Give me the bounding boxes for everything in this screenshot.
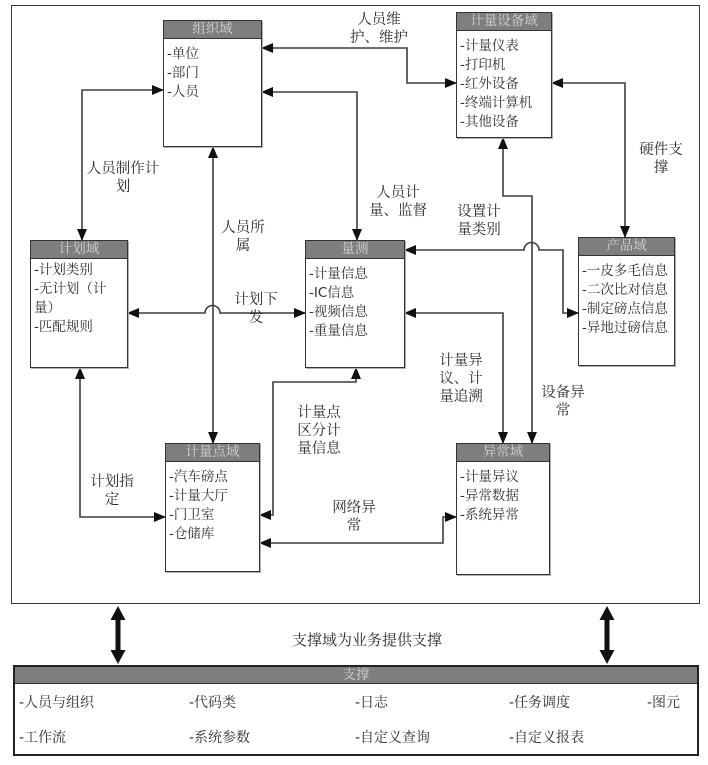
list-item: -系统异常 [460,507,519,523]
list-item: -人员 [167,84,199,100]
support-column [19,683,94,746]
support-column [509,683,584,746]
list-item: -日志 [355,695,389,711]
label-network-exception [331,499,377,535]
label-line: 计划指 [90,474,134,490]
list-item: -无计划（计量） [34,281,107,316]
connector-set-measure-category [405,243,578,313]
box-measurement [305,240,405,368]
connector-device-exception [503,138,532,443]
list-item: -自定义查询 [355,730,431,746]
label-line: 定 [104,492,120,508]
label-line: 硬件支 [639,142,683,158]
support-link-arrow-right [600,606,615,664]
label-line: 人员计 [376,185,420,201]
list-item: -终端计算机 [460,95,533,111]
list-item: -IC信息 [309,285,355,301]
box-metering-point-domain [165,443,260,572]
label-personnel-measure-supervise [364,184,432,220]
list-item: -仓储库 [169,526,215,542]
list-item: -打印机 [460,57,506,73]
label-line: 量追溯 [439,389,483,405]
label-device-exception [540,384,586,420]
label-line: 人员维 [357,12,401,28]
list-item: -异常数据 [460,488,519,504]
label-line: 人员所 [221,220,265,236]
label-line: 划 [115,179,131,195]
label-line: 议、计 [439,371,483,387]
list-item: -系统参数 [189,730,251,746]
label-personnel-affiliation [220,219,266,255]
label-line: 区分计 [297,423,341,439]
label-measure-dispute-trace [438,352,484,406]
connector-personnel-measure-supervise [262,92,357,240]
list-item: -计量大厅 [169,488,228,504]
label-line: 计划下 [234,292,278,308]
label-line: 量、监督 [369,203,427,219]
label-point-distinguish-info [296,404,342,458]
list-item: -人员与组织 [19,695,95,711]
box-support [13,665,699,756]
list-item: -单位 [167,46,199,62]
list-item: -制定磅点信息 [582,301,668,317]
list-item: -工作流 [19,730,67,746]
list-item: -计量信息 [309,266,368,282]
box-support-title: 支撑 [15,667,697,684]
label-line: 发 [248,310,264,326]
box-organization-domain-title: 组织域 [164,21,261,39]
label-personnel-maintenance [345,11,413,47]
box-plan-domain [30,240,128,368]
list-item: -其他设备 [460,114,519,130]
box-metering-device-domain [456,12,552,138]
label-set-measure-category [456,203,502,239]
list-item: -计划类别 [34,262,93,278]
label-line: 设备异 [541,385,585,401]
list-item: -红外设备 [460,76,519,92]
list-item: -一皮多毛信息 [582,263,668,279]
list-item: -自定义报表 [509,730,585,746]
list-item: -计量仪表 [460,38,519,54]
list-item: -二次比对信息 [582,282,668,298]
support-link-arrow-left [111,606,126,664]
support-column [647,683,680,711]
box-plan-domain-title: 计划域 [31,241,127,259]
list-item: -异地过磅信息 [582,320,668,336]
list-item: -视频信息 [309,304,368,320]
label-plan-dispatch [233,291,279,327]
list-item: -门卫室 [169,507,215,523]
list-item: -任务调度 [509,695,571,711]
box-measurement-title: 量测 [306,241,404,259]
list-item: -重量信息 [309,323,368,339]
label-line: 计量异 [439,353,483,369]
list-item: -匹配规则 [34,319,93,335]
label-line: 设置计 [457,204,501,220]
label-line: 网络异 [332,500,376,516]
box-product-domain [578,237,675,366]
label-line: 常 [555,403,571,419]
box-exception-domain [456,443,550,575]
label-line: 量信息 [297,441,341,457]
label-line: 人员制作计 [86,161,160,177]
list-item: -计量异议 [460,469,519,485]
connector-hardware-support [552,83,625,237]
label-line: 属 [235,238,251,254]
list-item: -图元 [647,695,681,711]
support-caption: 支撑域为业务提供支撑 [292,631,443,649]
support-column [355,683,430,746]
box-metering-point-domain-title: 计量点域 [166,444,259,462]
label-plan-assign [89,473,135,509]
label-hardware-support [633,141,689,177]
label-line: 撑 [653,160,669,176]
box-product-domain-title: 产品域 [579,238,674,256]
list-item: -代码类 [189,695,237,711]
box-organization-domain [163,20,262,147]
label-line: 护、维护 [350,30,408,46]
connector-personnel-maintenance [262,48,456,83]
box-metering-device-domain-title: 计量设备域 [457,13,551,31]
label-personnel-create-plan [85,160,161,196]
support-column [189,683,250,746]
label-line: 量类别 [457,222,501,238]
label-line: 常 [346,518,362,534]
list-item: -汽车磅点 [169,469,228,485]
box-exception-domain-title: 异常域 [457,444,549,462]
label-line: 计量点 [297,405,341,421]
list-item: -部门 [167,65,199,81]
